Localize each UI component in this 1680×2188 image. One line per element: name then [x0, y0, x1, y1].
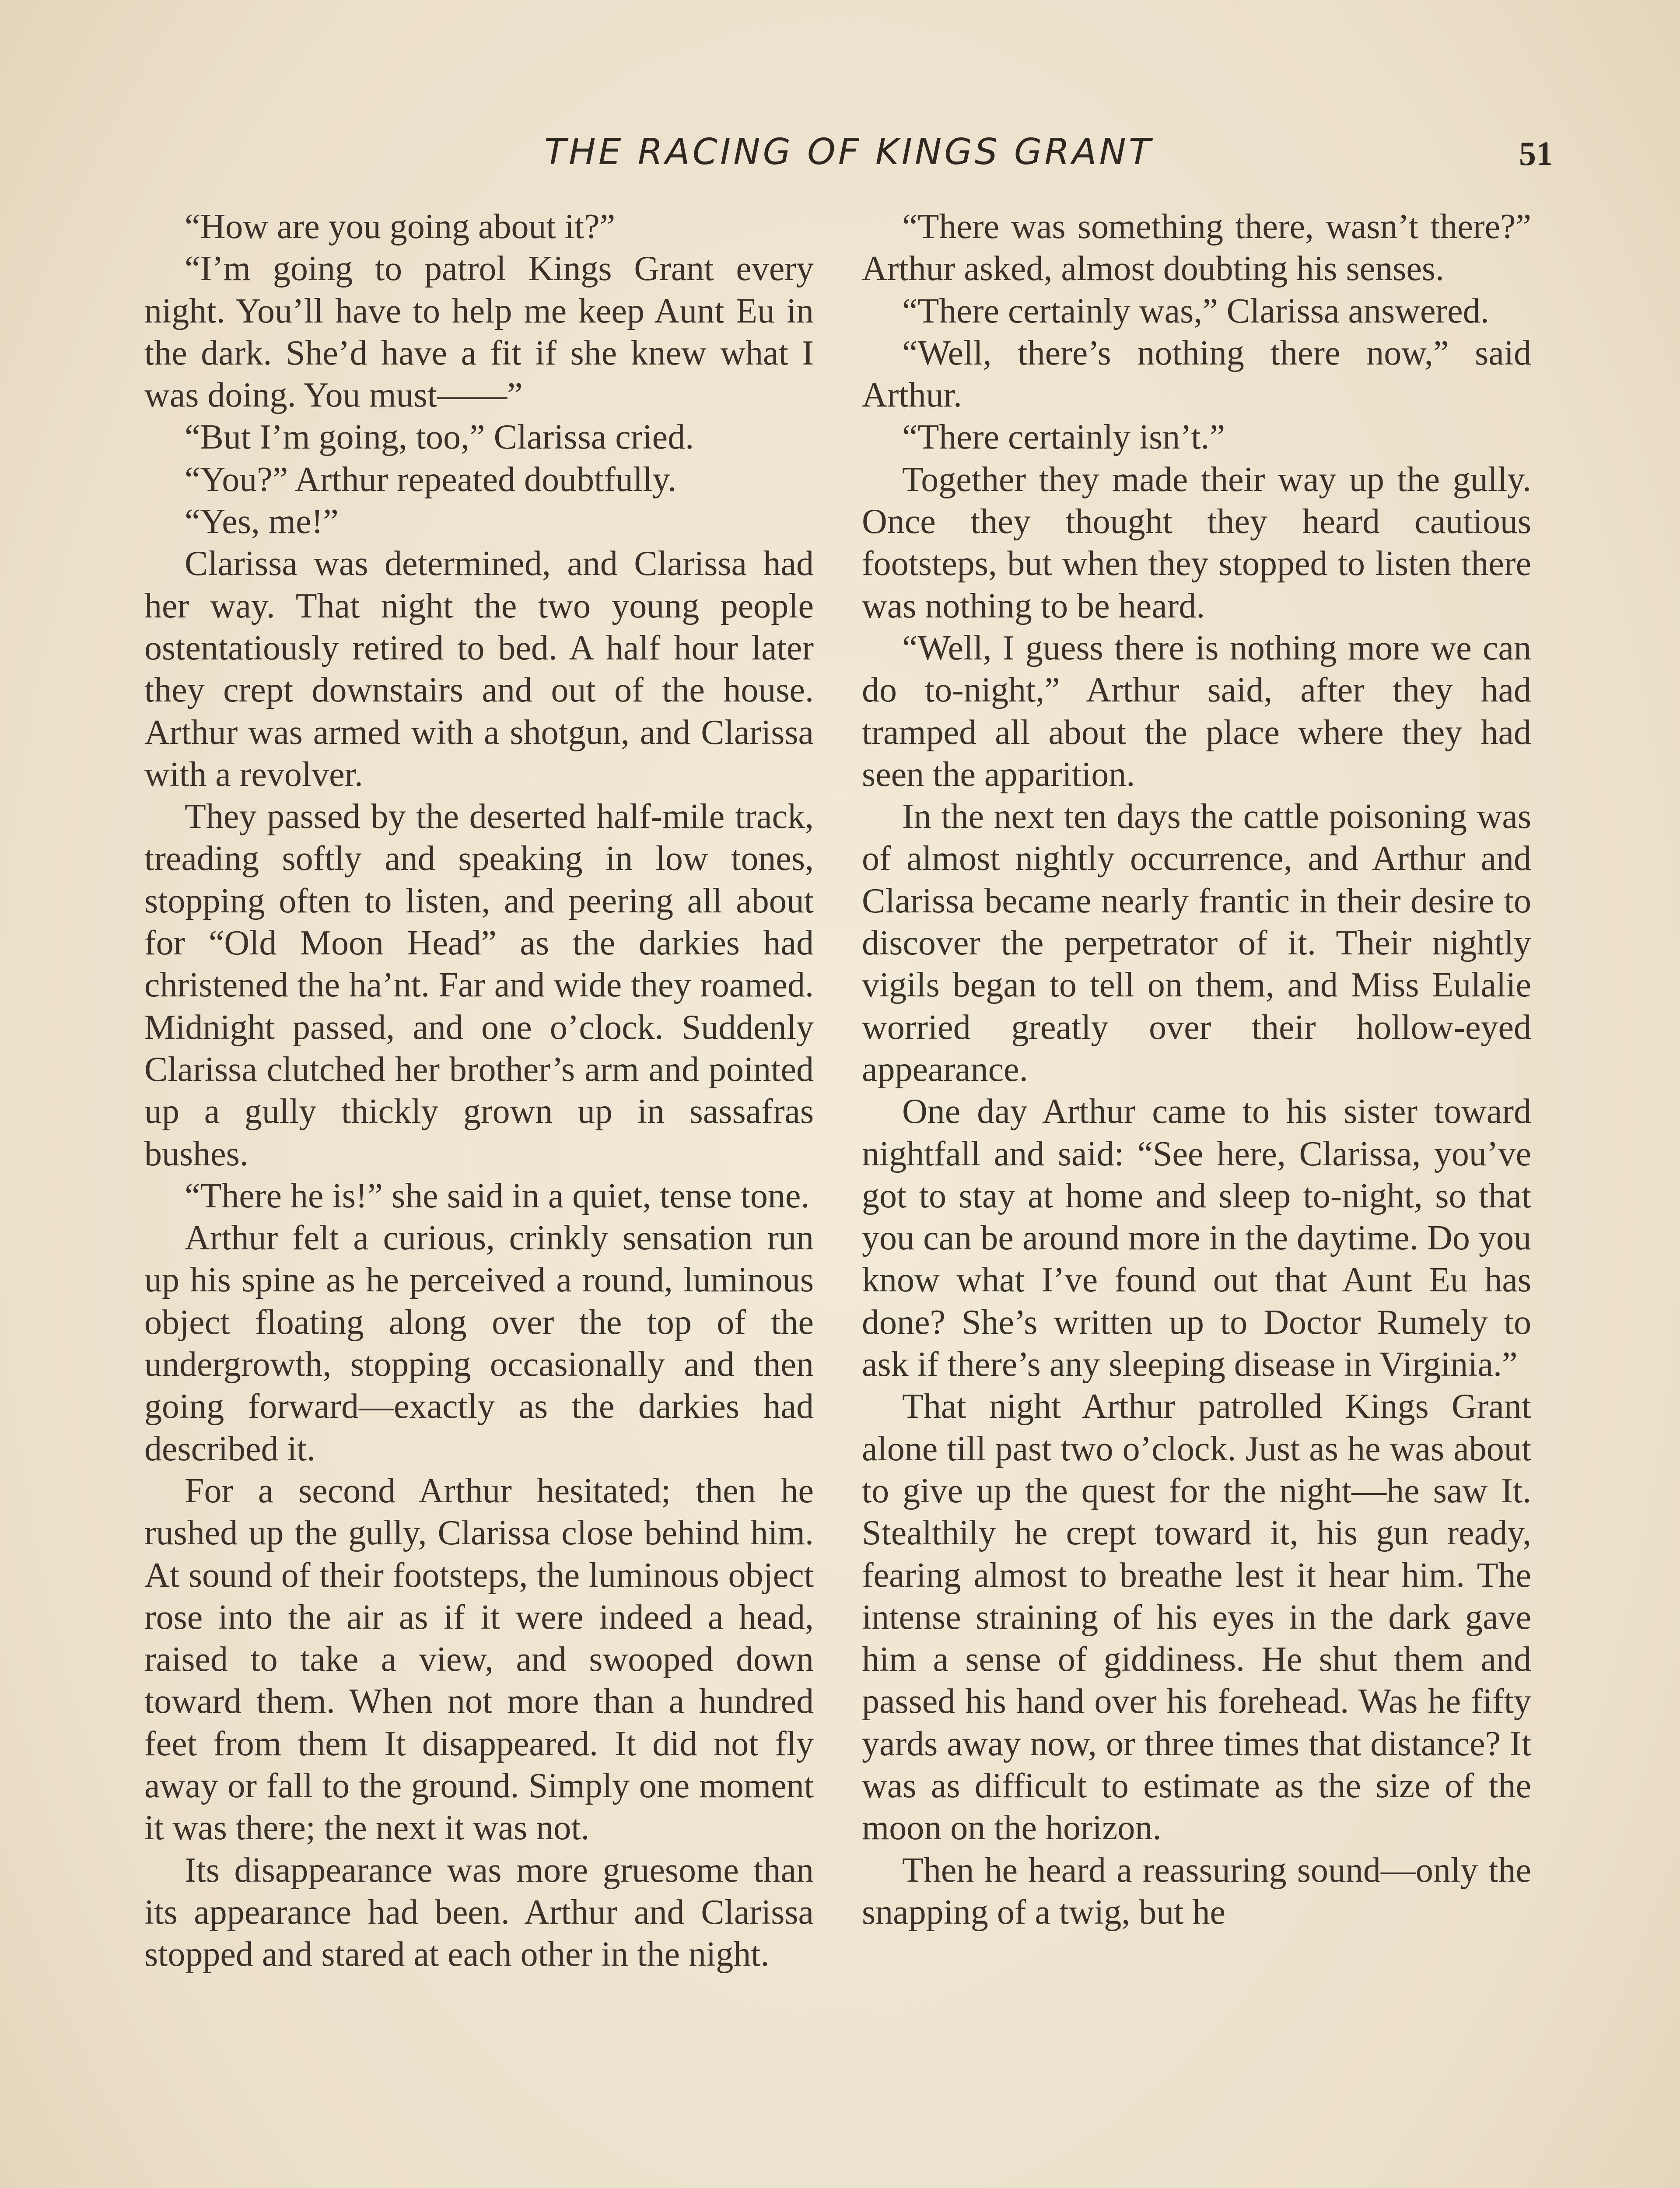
- paragraph: “But I’m going, too,” Clarissa cried.: [185, 418, 694, 457]
- paragraph: “How are you going about it?”: [185, 207, 616, 246]
- page-number: 51: [1519, 134, 1553, 172]
- paragraph: Then he heard a reassuring sound—only the snapping of a twig, but he: [862, 1851, 1531, 1932]
- left-column: [144, 206, 814, 1975]
- paragraph: They passed by the deserted half-mile track, treading softly and speaking in low tones, stopping often to listen, and peering all about for “Old Moon Head” as the darkies had christened the ha’nt. Far and wide they roamed. Midnight passed, and one o’clock. Suddenly Clarissa clutched her brother’s arm and pointed up a gully thickly grown up in sassafras bushes.: [144, 797, 814, 1173]
- paragraph: “Well, there’s nothing there now,” said Arthur.: [862, 333, 1531, 415]
- paragraph: Clarissa was determined, and Clarissa had her way. That night the two young people ostentatiously retired to bed. A half hour later they crept downstairs and out of the house. Arthur was armed with a shotgun, and Clarissa with a revolver.: [144, 544, 814, 794]
- paragraph: “You?” Arthur repeated doubtfully.: [185, 460, 677, 499]
- paragraph: Arthur felt a curious, crinkly sensation run up his spine as he perceived a round, luminous object floating along over the top of the undergrowth, stopping occasionally and then going forward—exactly as the darkies had described it.: [144, 1219, 814, 1468]
- paragraph: “There was something there, wasn’t there?” Arthur asked, almost doubting his senses.: [862, 207, 1531, 288]
- paragraph: For a second Arthur hesitated; then he rushed up the gully, Clarissa close behind him. At sound of their footsteps, the luminous object rose into the air as if it were indeed a head, raised to take a view, and swooped down toward them. When not more than a hundred feet from them It disappeared. It did not fly away or fall to the ground. Simply one moment it was there; the next it was not.: [144, 1471, 814, 1848]
- running-title: THE RACING OF KINGS GRANT: [544, 131, 1153, 173]
- paragraph: “Well, I guess there is nothing more we can do to-night,” Arthur said, after they had tramped all about the place where they had seen the apparition.: [862, 628, 1531, 794]
- paragraph: “There he is!” she said in a quiet, tense tone.: [185, 1176, 810, 1215]
- paragraph: “There certainly isn’t.”: [902, 418, 1225, 457]
- paragraph: “Yes, me!”: [185, 502, 339, 541]
- page-header: [144, 131, 1553, 179]
- paragraph: One day Arthur came to his sister toward nightfall and said: “See here, Clarissa, you’ve got to stay at home and sleep to-night, so that you can be around more in the daytime. Do you know what I’ve found out that Aunt Eu has done? She’s written up to Doctor Rumely to ask if there’s any sleeping disease in Virginia.”: [862, 1092, 1531, 1384]
- paragraph: That night Arthur patrolled Kings Grant alone till past two o’clock. Just as he was about to give up the quest for the night—he saw It. Stealthily he crept toward it, his gun ready, fearing almost to breathe lest it hear him. The intense straining of his eyes in the dark gave him a sense of giddiness. He shut them and passed his hand over his forehead. Was he fifty yards away now, or three times that distance? It was as difficult to estimate as the size of the moon on the horizon.: [862, 1387, 1531, 1848]
- paragraph: Together they made their way up the gully. Once they thought they heard cautious footsteps, but when they stopped to listen there was nothing to be heard.: [862, 460, 1531, 625]
- paragraph: “There certainly was,” Clarissa answered.: [902, 291, 1489, 330]
- paragraph: In the next ten days the cattle poisoning was of almost nightly occurrence, and Arthur and Clarissa became nearly frantic in their desire to discover the perpetrator of it. Their nightly vigils began to tell on them, and Miss Eulalie worried greatly over their hollow-eyed appearance.: [862, 797, 1531, 1089]
- paragraph: “I’m going to patrol Kings Grant every night. You’ll have to help me keep Aunt Eu in the dark. She’d have a fit if she knew what I was doing. You must——”: [144, 249, 814, 415]
- paragraph: Its disappearance was more gruesome than its appearance had been. Arthur and Clarissa stopped and stared at each other in the night.: [144, 1851, 814, 1974]
- right-column: [862, 206, 1531, 1933]
